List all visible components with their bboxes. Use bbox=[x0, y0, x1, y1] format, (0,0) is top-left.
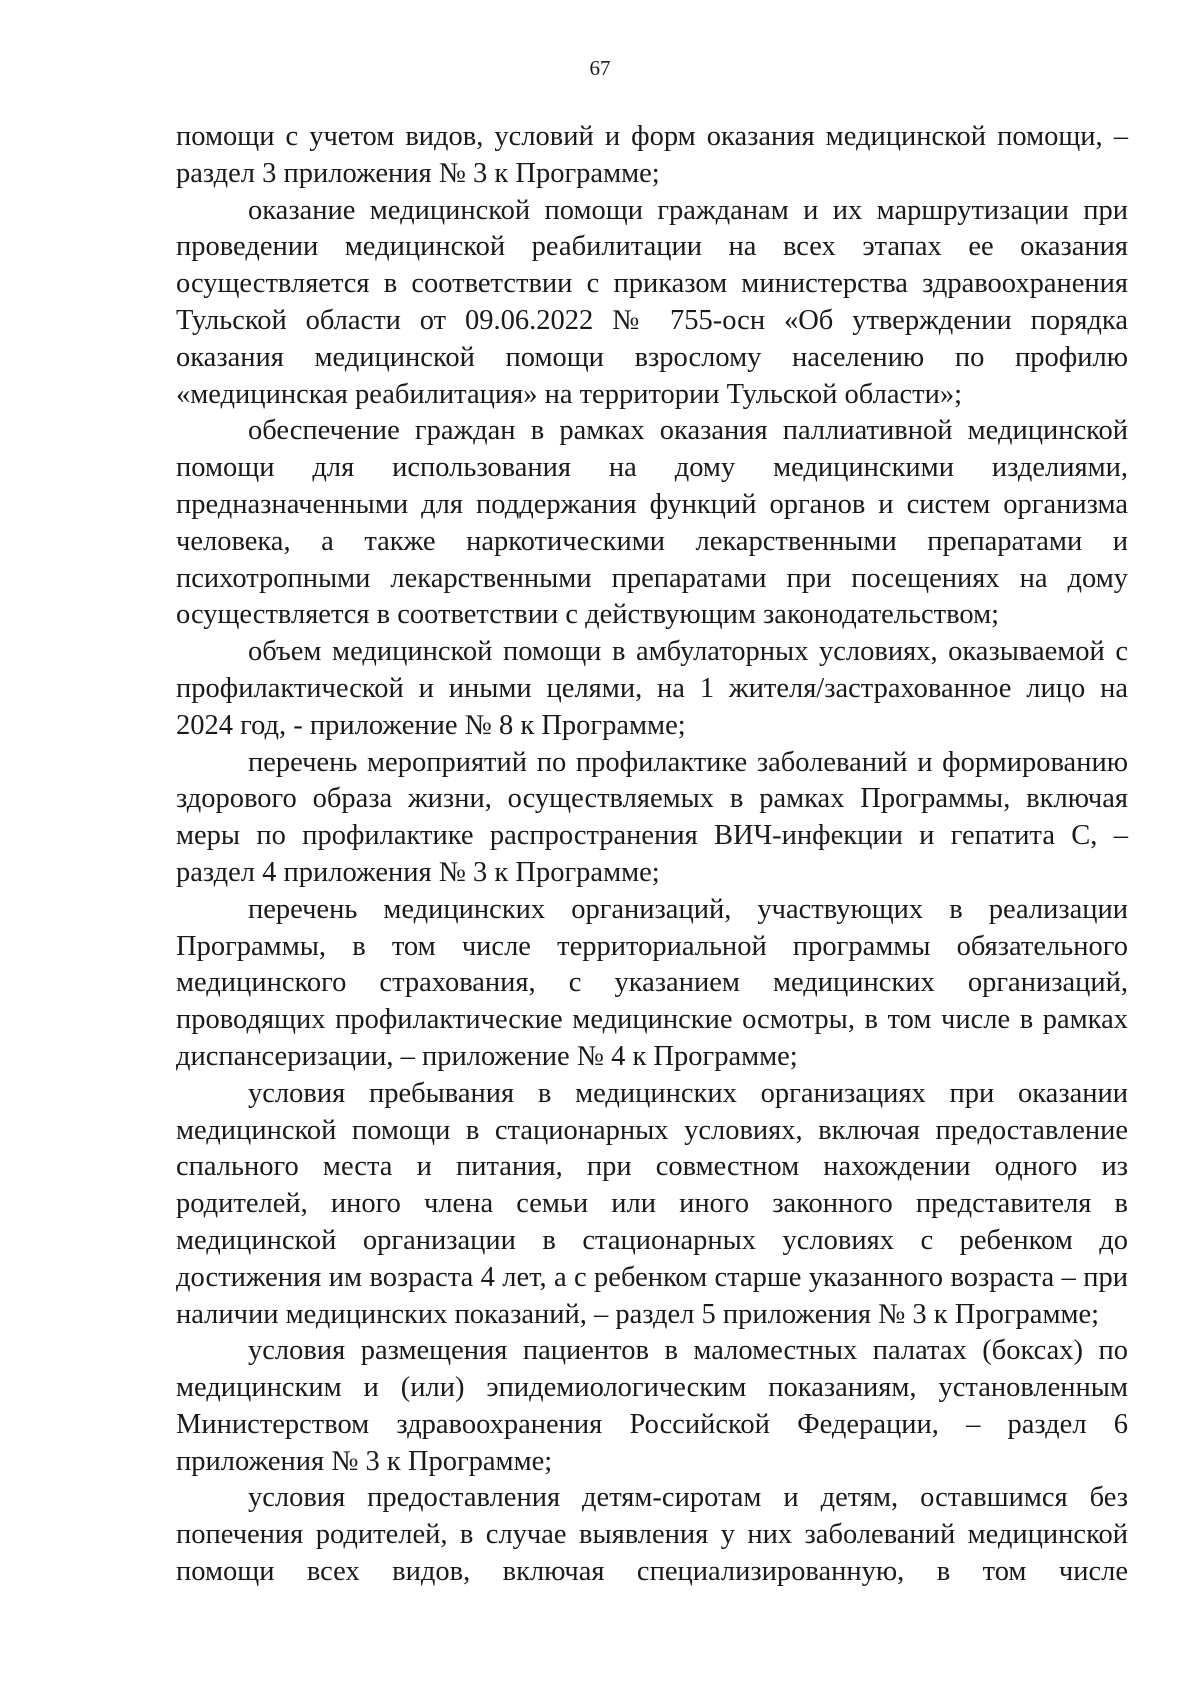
paragraph-medical-organizations-list: перечень медицинских организаций, участвующих в реализации Программы, в том числе территориальной программы обязательного медицинского страхования, с указанием медицинских организаций, проводящих профилактические медицинские осмотры, в том числе в рамках диспансеризации, – приложение № 4 к Программе; bbox=[176, 893, 1128, 1072]
document-body bbox=[176, 119, 1128, 1591]
paragraph-palliative-care-supply: обеспечение граждан в рамках оказания паллиативной медицинской помощи для использования на дому медицинскими изделиями, предназначенными для поддержания функций органов и систем организма человека, а также наркотическими лекарственными препаратами и психотропными лекарственными препаратами при посещениях на дому осуществляется в соответствии с действующим законодательством; bbox=[176, 415, 1128, 631]
paragraph-isolation-wards: условия размещения пациентов в маломестных палатах (боксах) по медицинским и (или) эпидемиологическим показаниям, установленным Министерством здравоохранения Российской Федерации, – раздел 6 приложения № 3 к Программе; bbox=[176, 1335, 1128, 1477]
paragraph-continuation: помощи с учетом видов, условий и форм оказания медицинской помощи, – раздел 3 приложения № 3 к Программе; bbox=[176, 121, 1128, 189]
paragraph-inpatient-stay-conditions: условия пребывания в медицинских организациях при оказании медицинской помощи в стационарных условиях, включая предоставление спального места и питания, при совместном нахождении одного из родителей, иного члена семьи или иного законного представителя в медицинской организации в стационарных условиях с ребенком до достижения им возраста 4 лет, а с ребенком старше указанного возраста – при наличии медицинских показаний, – раздел 5 приложения № 3 к Программе; bbox=[176, 1077, 1128, 1330]
paragraph-rehabilitation-routing: оказание медицинской помощи гражданам и их маршрутизации при проведении медицинской реабилитации на всех этапах ее оказания осуществляется в соответствии с приказом министерства здравоохранения Тульской области от 09.06.2022 № 755-осн «Об утверждении порядка оказания медицинской помощи взрослому населению по профилю «медицинская реабилитация» на территории Тульской области»; bbox=[176, 194, 1128, 410]
paragraph-orphans-care: условия предоставления детям-сиротам и детям, оставшимся без попечения родителей, в случае выявления у них заболеваний медицинской помощи всех видов, включая специализированную, в том числе bbox=[176, 1482, 1128, 1588]
paragraph-outpatient-volume: объем медицинской помощи в амбулаторных условиях, оказываемой с профилактической и иными целями, на 1 жителя/застрахованное лицо на 2024 год, - приложение № 8 к Программе; bbox=[176, 636, 1128, 741]
page-number: 67 bbox=[589, 56, 611, 80]
paragraph-prevention-measures: перечень мероприятий по профилактике заболеваний и формированию здорового образа жизни, осуществляемых в рамках Программы, включая меры по профилактике распространения ВИЧ-инфекции и гепатита С, – раздел 4 приложения № 3 к Программе; bbox=[176, 746, 1128, 888]
